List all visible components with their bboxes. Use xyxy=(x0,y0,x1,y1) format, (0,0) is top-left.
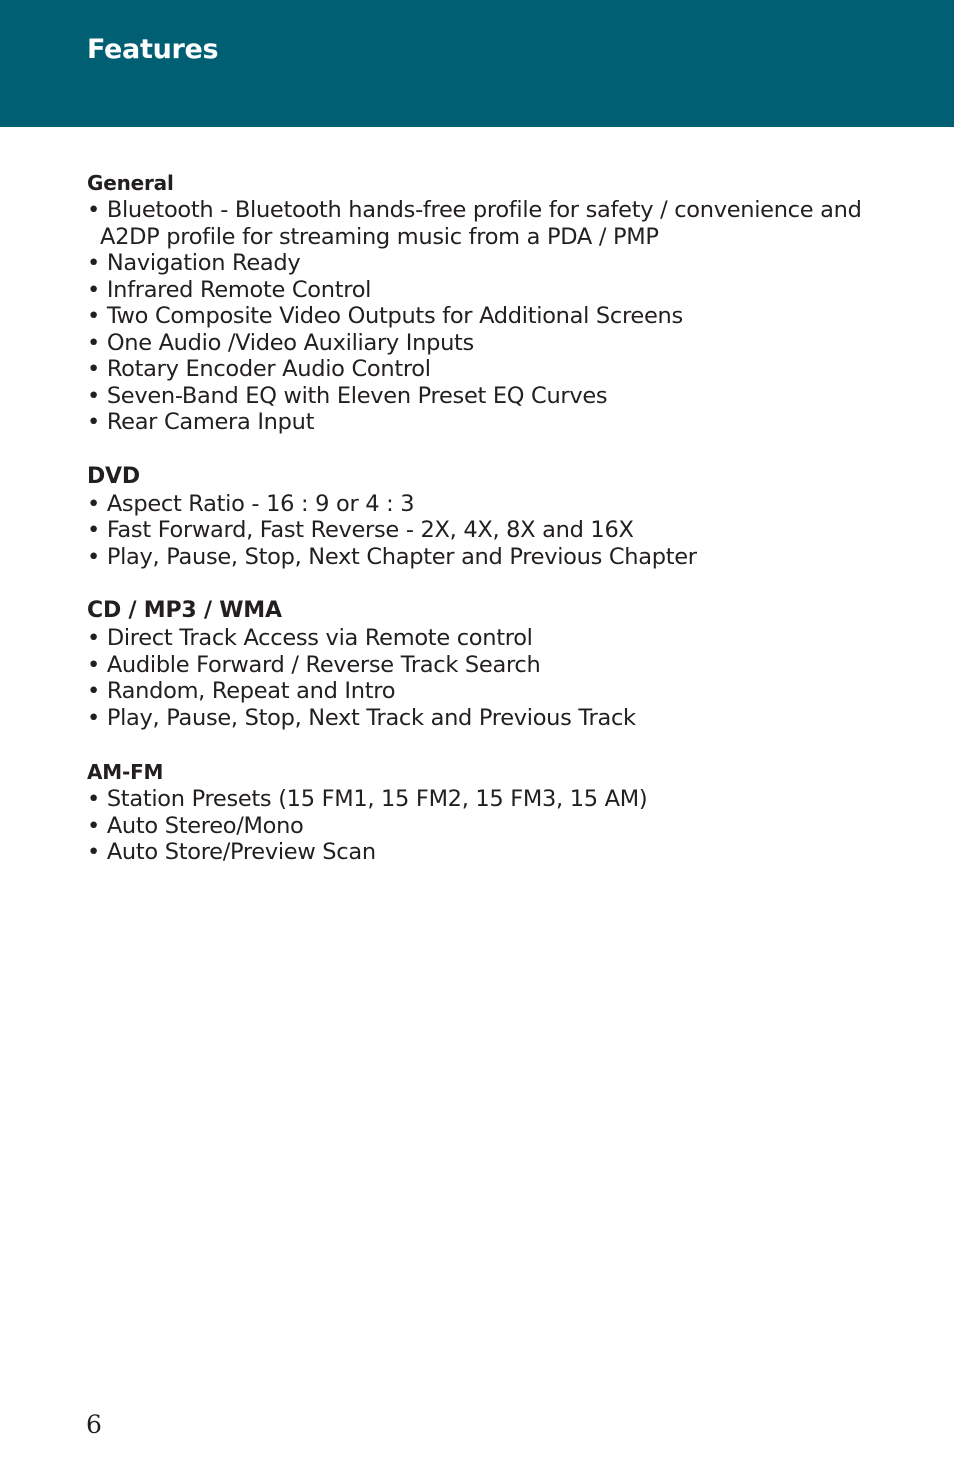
list-item: • Audible Forward / Reverse Track Search xyxy=(87,651,541,678)
page-title: Features xyxy=(87,34,219,65)
section-general xyxy=(87,169,887,436)
page-number: 6 xyxy=(86,1410,102,1439)
section-heading-general: General xyxy=(87,171,174,195)
list-item: • Fast Forward, Fast Reverse - 2X, 4X, 8X and 16X xyxy=(87,517,634,543)
list-item: • Infrared Remote Control xyxy=(87,276,372,303)
list-item: • One Audio /Video Auxiliary Inputs xyxy=(87,329,474,356)
list-item: • Auto Stereo/Mono xyxy=(87,812,304,839)
list-item: • Direct Track Access via Remote control xyxy=(87,625,533,651)
general-feature-list xyxy=(87,197,887,436)
section-am-fm xyxy=(87,758,887,866)
list-item: • Station Presets (15 FM1, 15 FM2, 15 FM3, 15 AM) xyxy=(87,786,648,812)
section-cd-mp3-wma xyxy=(87,597,887,731)
features-content xyxy=(87,169,887,866)
section-heading-am-fm: AM-FM xyxy=(87,760,164,784)
cd-feature-list xyxy=(87,625,887,731)
dvd-feature-list xyxy=(87,491,887,571)
list-item: • Bluetooth - Bluetooth hands-free profile for safety / convenience and A2DP profile for streaming music from a PDA / PMP xyxy=(87,197,862,250)
list-item: • Two Composite Video Outputs for Additional Screens xyxy=(87,303,683,329)
list-item: • Navigation Ready xyxy=(87,250,301,276)
section-heading-dvd: DVD xyxy=(87,463,140,489)
am-fm-feature-list xyxy=(87,786,887,866)
list-item: • Play, Pause, Stop, Next Track and Previous Track xyxy=(87,704,636,731)
section-heading-cd-mp3-wma: CD / MP3 / WMA xyxy=(87,598,282,623)
list-item: • Seven-Band EQ with Eleven Preset EQ Curves xyxy=(87,382,608,409)
list-item: • Rotary Encoder Audio Control xyxy=(87,356,431,382)
list-item: • Random, Repeat and Intro xyxy=(87,678,396,704)
page-header xyxy=(0,0,954,127)
list-item: • Play, Pause, Stop, Next Chapter and Previous Chapter xyxy=(87,543,697,570)
list-item: • Auto Store/Preview Scan xyxy=(87,839,376,865)
list-item: • Aspect Ratio - 16 : 9 or 4 : 3 xyxy=(87,490,415,517)
section-dvd xyxy=(87,463,887,571)
list-item: • Rear Camera Input xyxy=(87,409,315,435)
